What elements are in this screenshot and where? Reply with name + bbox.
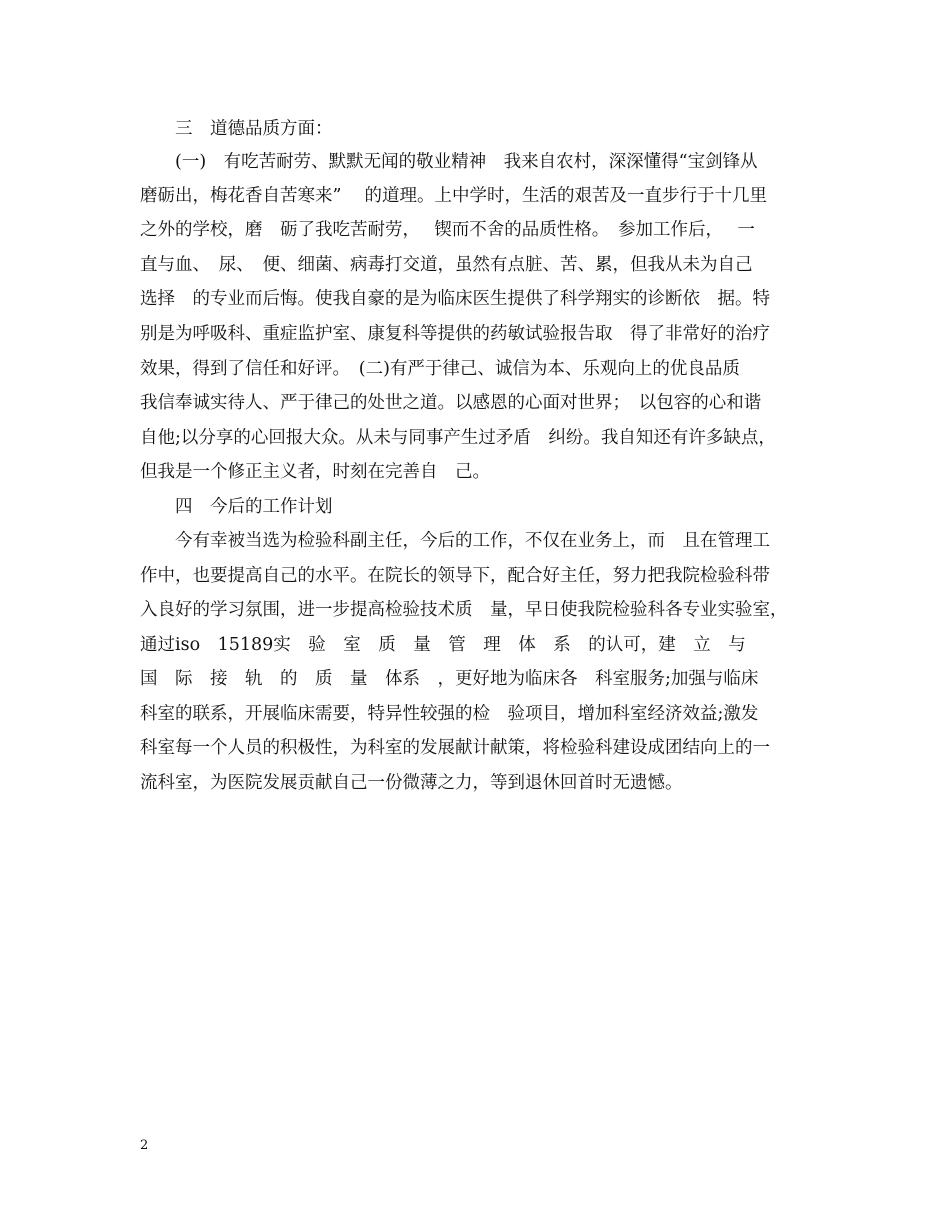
text-line: 科室每一个人员的积极性，为科室的发展献计献策，将检验科建设成团结向上的一 [140, 738, 770, 758]
text-line: 今有幸被当选为检验科副主任，今后的工作，不仅在业务上，而 且在管理工 [140, 531, 770, 551]
text-line: 作中，也要提高自己的水平。在院长的领导下，配合好主任，努力把我院检验科带 [140, 566, 770, 586]
text-line: 别是为呼吸科、重症监护室、康复科等提供的药敏试验报告取 得了非常好的治疗 [140, 324, 770, 344]
text-line: 科室的联系，开展临床需要，特异性较强的检 验项目，增加科室经济效益;激发 [140, 704, 759, 724]
text-line: 选择 的专业而后悔。使我自豪的是为临床医生提供了科学翔实的诊断依 据。特 [140, 289, 770, 309]
text-line: 国 际 接 轨 的 质 量 体系 ，更好地为临床各 科室服务;加强与临床 [140, 669, 759, 689]
text-line: 磨砺出，梅花香自苦寒来” 的道理。上中学时，生活的艰苦及一直步行于十几里 [140, 186, 768, 206]
text-line: 三 道德品质方面： [140, 119, 333, 139]
page-number: 2 [140, 1138, 149, 1153]
text-line: 但我是一个修正主义者，时刻在完善自 己。 [140, 462, 490, 482]
text-line: 之外的学校，磨 砺了我吃苦耐劳， 锲而不舍的品质性格。 参加工作后， 一 [140, 220, 755, 240]
text-line: 我信奉诚实待人、严于律己的处世之道。以感恩的心面对世界； 以包容的心和谐 [140, 393, 762, 413]
text-line: (一) 有吃苦耐劳、默默无闻的敬业精神 我来自农村，深深懂得“宝剑锋从 [140, 152, 758, 172]
section-heading: 四 今后的工作计划 [140, 497, 333, 517]
text-line: 直与血、 尿、 便、细菌、病毒打交道，虽然有点脏、苦、累，但我从未为自己 [140, 255, 753, 275]
text-line: 入良好的学习氛围，进一步提高检验技术质 量，早日使我院检验科各专业实验室， [140, 600, 788, 620]
text-line: 自他;以分享的心回报大众。从未与同事产生过矛盾 纠纷。我自知还有许多缺点， [140, 428, 776, 448]
text-line: 通过iso 15189实 验 室 质 量 管 理 体 系 的认可，建 立 与 [140, 635, 746, 655]
text-line: 效果，得到了信任和好评。 (二)有严于律己、诚信为本、乐观向上的优良品质 [140, 359, 740, 379]
text-line: 流科室，为医院发展贡献自己一份微薄之力，等到退休回首时无遗憾。 [140, 773, 683, 793]
